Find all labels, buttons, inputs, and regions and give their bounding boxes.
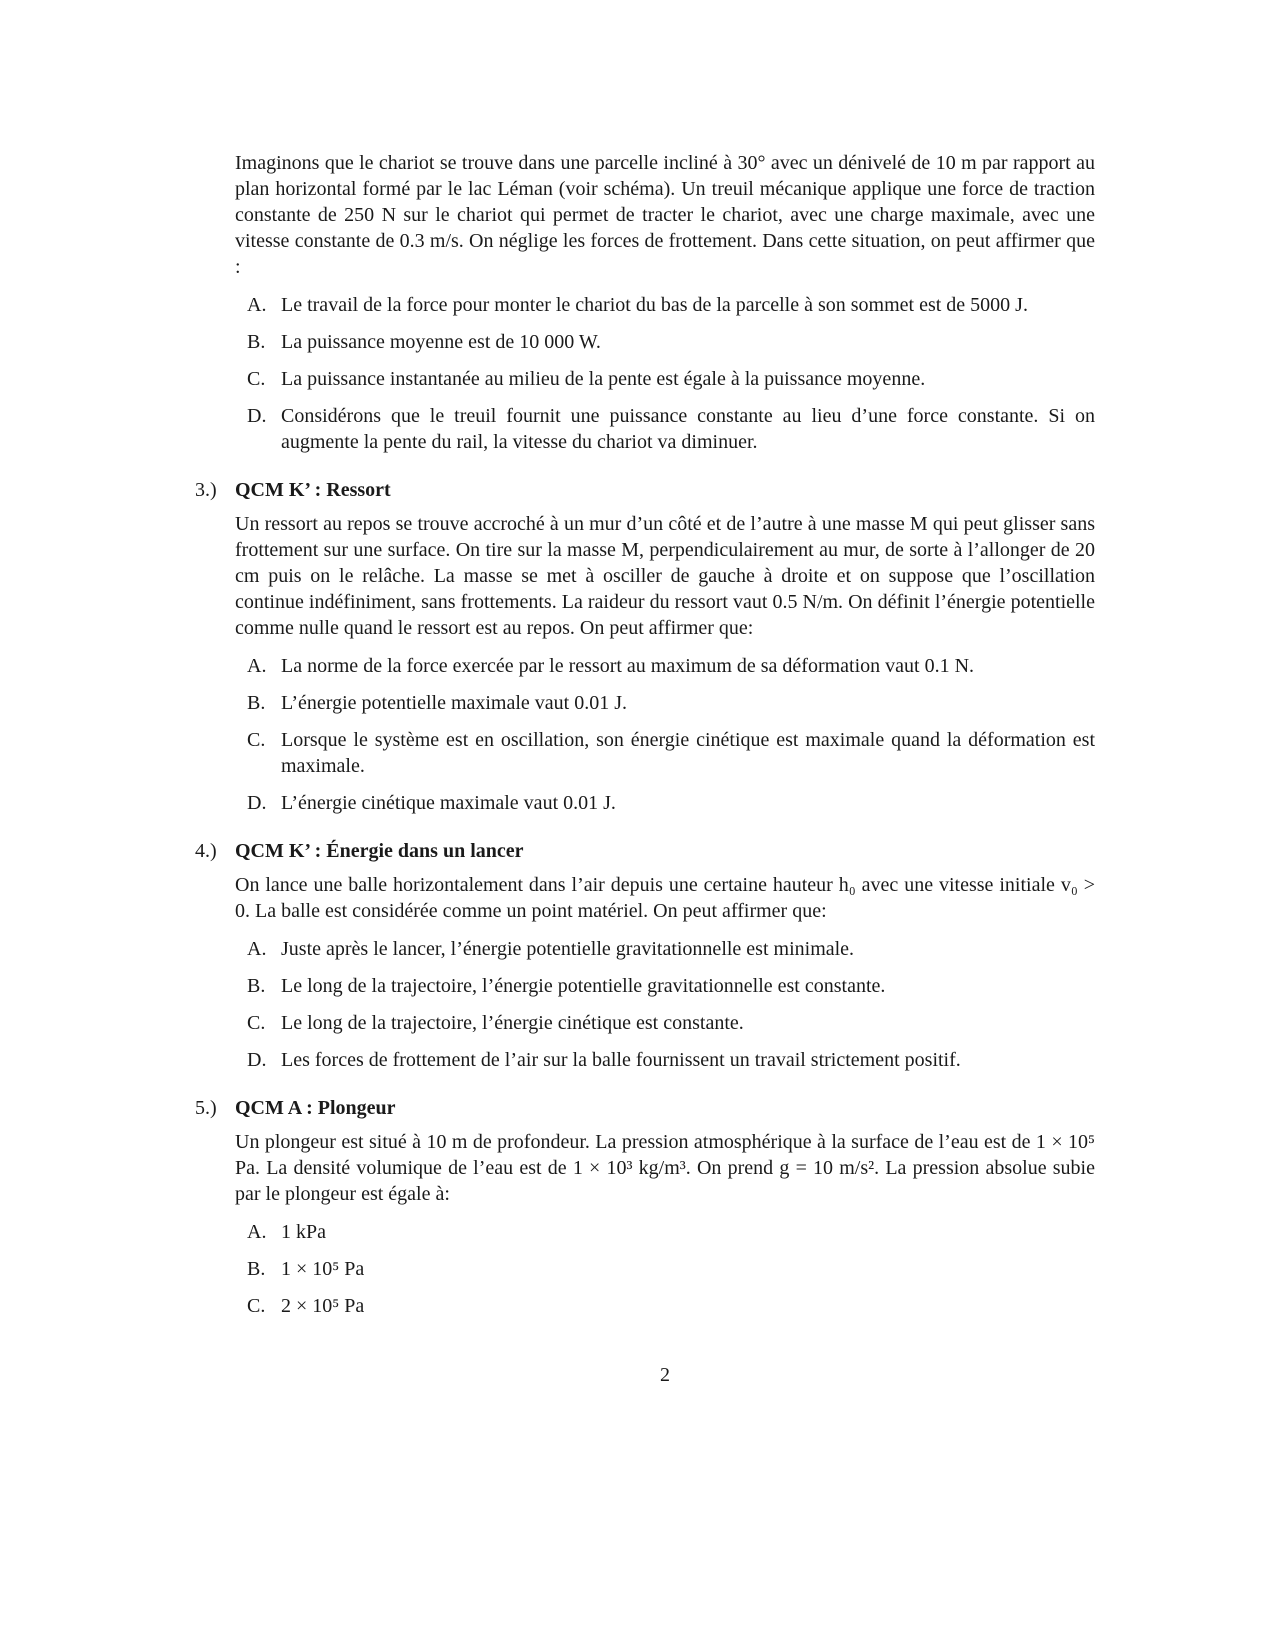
option-text: 1 kPa: [281, 1221, 326, 1243]
question-heading: [195, 1095, 1095, 1121]
question-5-block: [195, 1095, 1095, 1319]
option-label: C.: [247, 729, 266, 751]
option-text: 1 × 10⁵ Pa: [281, 1258, 365, 1280]
option-text: 2 × 10⁵ Pa: [281, 1295, 365, 1317]
option-row: [247, 329, 1095, 355]
question-title: QCM A : Plongeur: [235, 1097, 396, 1119]
option-text: Les forces de frottement de l’air sur la balle fournissent un travail strictement positif.: [281, 1049, 961, 1071]
option-text: Le long de la trajectoire, l’énergie cinétique est constante.: [281, 1012, 744, 1034]
page-content: [195, 150, 1095, 1330]
question-heading: [195, 477, 1095, 503]
option-label: C.: [247, 1295, 266, 1317]
question-paragraph: Un ressort au repos se trouve accroché à un mur d’un côté et de l’autre à une masse M qui peut glisser sans frottement sur une surface. On tire sur la masse M, perpendiculairement au mur, de sorte à l’allonger de 20 cm puis on le relâche. La masse se met à osciller de gauche à droite et on suppose que l’oscillation continue indéfiniment, sans frottements. La raideur du ressort vaut 0.5 N/m. On définit l’énergie potentielle comme nulle quand le ressort est au repos. On peut affirmer que:: [235, 513, 1095, 639]
option-row: [247, 1219, 1095, 1245]
option-row: [247, 403, 1095, 455]
option-label: B.: [247, 331, 266, 353]
option-text: Le travail de la force pour monter le chariot du bas de la parcelle à son sommet est de 5000 J.: [281, 294, 1028, 316]
options-list: [247, 292, 1095, 455]
option-label: A.: [247, 294, 267, 316]
options-list: [247, 936, 1095, 1073]
option-text: La puissance moyenne est de 10 000 W.: [281, 331, 601, 353]
options-list: [247, 653, 1095, 816]
option-label: D.: [247, 792, 267, 814]
option-row: [247, 790, 1095, 816]
options-list: [247, 1219, 1095, 1319]
question-title: QCM K’ : Ressort: [235, 479, 391, 501]
option-label: D.: [247, 405, 267, 427]
question-paragraph: Imaginons que le chariot se trouve dans une parcelle incliné à 30° avec un dénivelé de 10 m par rapport au plan horizontal formé par le lac Léman (voir schéma). Un treuil mécanique applique une force de traction constante de 250 N sur le chariot qui permet de tracter le chariot, avec une charge maximale, avec une vitesse constante de 0.3 m/s. On néglige les forces de frottement. Dans cette situation, on peut affirmer que :: [235, 152, 1095, 278]
option-row: [247, 366, 1095, 392]
option-text: L’énergie cinétique maximale vaut 0.01 J.: [281, 792, 616, 814]
option-row: [247, 653, 1095, 679]
option-row: [247, 1047, 1095, 1073]
question-number: 4.): [195, 840, 217, 862]
option-row: [247, 1293, 1095, 1319]
page-number: 2: [660, 1364, 670, 1386]
option-text: Juste après le lancer, l’énergie potentielle gravitationnelle est minimale.: [281, 938, 855, 960]
option-text: Le long de la trajectoire, l’énergie potentielle gravitationnelle est constante.: [281, 975, 886, 997]
option-label: B.: [247, 975, 266, 997]
option-text: La norme de la force exercée par le ressort au maximum de sa déformation vaut 0.1 N.: [281, 655, 975, 677]
option-label: D.: [247, 1049, 267, 1071]
question-number: 3.): [195, 479, 217, 501]
option-row: [247, 292, 1095, 318]
question-paragraph: Un plongeur est situé à 10 m de profondeur. La pression atmosphérique à la surface de l’eau est de 1 × 10⁵ Pa. La densité volumique de l’eau est de 1 × 10³ kg/m³. On prend g = 10 m/s². La pression absolue subie par le plongeur est égale à:: [235, 1131, 1095, 1205]
question-4-block: [195, 838, 1095, 1073]
option-text: Lorsque le système est en oscillation, son énergie cinétique est maximale quand la déformation est maximale.: [281, 729, 1095, 777]
option-label: A.: [247, 938, 267, 960]
option-row: [247, 1256, 1095, 1282]
question-2-block: [235, 150, 1095, 455]
option-label: A.: [247, 1221, 267, 1243]
option-label: A.: [247, 655, 267, 677]
option-label: C.: [247, 1012, 266, 1034]
option-text: La puissance instantanée au milieu de la pente est égale à la puissance moyenne.: [281, 368, 926, 390]
option-row: [247, 727, 1095, 779]
option-row: [247, 973, 1095, 999]
question-heading: [195, 838, 1095, 864]
option-text: Considérons que le treuil fournit une puissance constante au lieu d’une force constante. Si on augmente la pente du rail, la vitesse du chariot va diminuer.: [281, 405, 1095, 453]
option-label: B.: [247, 692, 266, 714]
option-label: C.: [247, 368, 266, 390]
option-text: L’énergie potentielle maximale vaut 0.01 J.: [281, 692, 628, 714]
option-row: [247, 690, 1095, 716]
option-label: B.: [247, 1258, 266, 1280]
question-number: 5.): [195, 1097, 217, 1119]
option-row: [247, 1010, 1095, 1036]
question-paragraph: On lance une balle horizontalement dans l’air depuis une certaine hauteur h₀ avec une vitesse initiale v₀ > 0. La balle est considérée comme un point matériel. On peut affirmer que:: [235, 874, 1095, 922]
option-row: [247, 936, 1095, 962]
question-title: QCM K’ : Énergie dans un lancer: [235, 840, 524, 862]
question-3-block: [195, 477, 1095, 816]
